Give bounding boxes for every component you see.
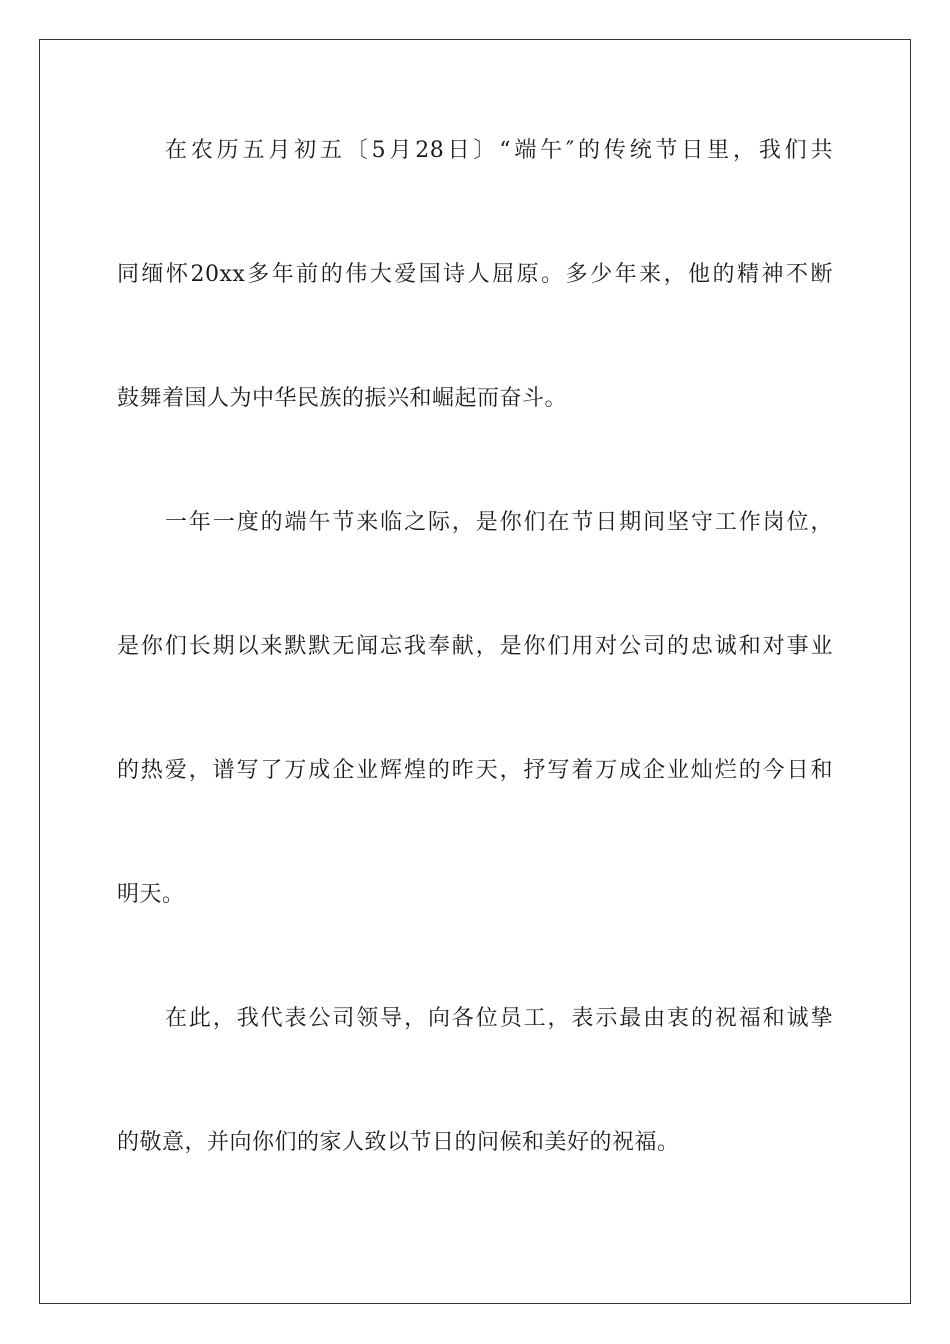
paragraph-3-line-2: 的敬意，并向你们的家人致以节日的问候和美好的祝福。 xyxy=(117,1130,680,1155)
paragraph-3-line-1: 在此，我代表公司领导，向各位员工，表示最由衷的祝福和诚挚 xyxy=(165,1006,833,1031)
paragraph-2-line-2: 是你们长期以来默默无闻忘我奉献，是你们用对公司的忠诚和对事业 xyxy=(117,634,833,659)
paragraph-2-line-4: 明天。 xyxy=(117,882,185,907)
page-frame xyxy=(39,39,911,1304)
paragraph-1-line-3: 鼓舞着国人为中华民族的振兴和崛起而奋斗。 xyxy=(117,386,568,411)
paragraph-2-line-1: 一年一度的端午节来临之际，是你们在节日期间坚守工作岗位， xyxy=(165,510,833,535)
paragraph-1-line-2: 同缅怀20xx多年前的伟大爱国诗人屈原。多少年来，他的精神不断 xyxy=(117,262,833,287)
paragraph-2-line-3: 的热爱，谱写了万成企业辉煌的昨天，抒写着万成企业灿烂的今日和 xyxy=(117,758,833,783)
paragraph-1-line-1: 在农历五月初五〔5月28日〕“端午″的传统节日里，我们共 xyxy=(165,138,833,163)
